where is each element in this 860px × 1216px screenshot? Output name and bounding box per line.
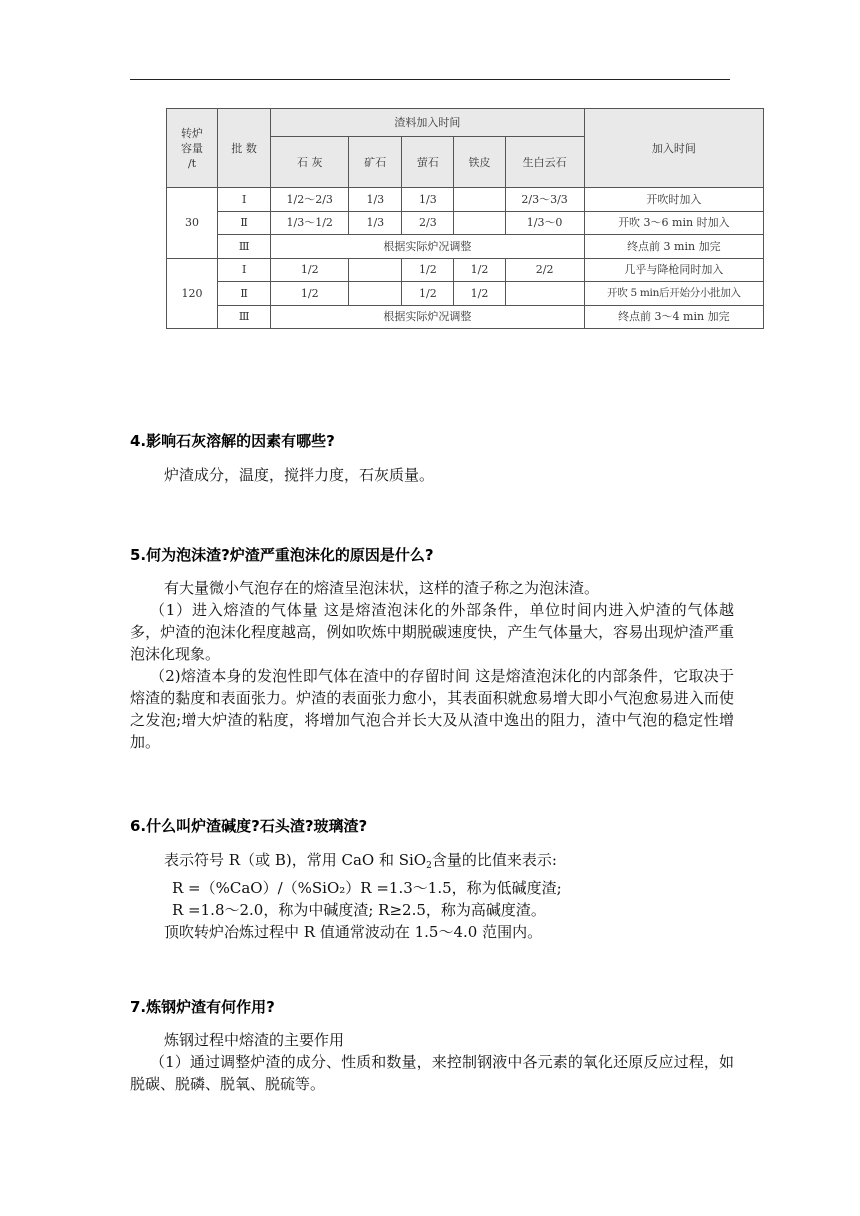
table-cell (454, 188, 505, 212)
time-cell: 开吹时加入 (584, 188, 763, 212)
question-7-title: 7.炼钢炉渣有何作用? (130, 998, 275, 1016)
table-cell: 1/2 (454, 258, 505, 282)
table-cell: 1/2 (454, 282, 505, 306)
table-cell: 1/2 (402, 282, 454, 306)
merged-cell: 根据实际炉况调整 (271, 305, 585, 329)
table-cell: 1/3 (402, 188, 454, 212)
header-rule (130, 79, 730, 80)
question-7-answer (130, 1029, 750, 1095)
table-cell: 1/2～2/3 (271, 188, 349, 212)
time-cell: 几乎与降枪同时加入 (584, 258, 763, 282)
answer-line: 顶吹转炉冶炼过程中 R 值通常波动在 1.5～4.0 范围内。 (164, 923, 543, 941)
batch-cell: Ⅲ (218, 305, 271, 329)
table-cell: 1/3 (349, 211, 402, 235)
slag-feeding-table (166, 108, 764, 329)
time-cell: 终点前 3 min 加完 (584, 235, 763, 259)
header-scale: 铁皮 (454, 137, 505, 188)
header-material-group: 渣料加入时间 (271, 109, 585, 137)
merged-cell: 根据实际炉况调整 (271, 235, 585, 259)
header-time: 加入时间 (584, 109, 763, 188)
question-4-title: 4.影响石灰溶解的因素有哪些? (130, 432, 335, 450)
header-batch: 批 数 (218, 109, 271, 188)
answer-paragraph: 有大量微小气泡存在的熔渣呈泡沫状，这样的渣子称之为泡沫渣。 (164, 579, 600, 597)
table-cell: 1/3～1/2 (271, 211, 349, 235)
table-cell (454, 211, 505, 235)
header-dolomite: 生白云石 (505, 137, 584, 188)
batch-cell: Ⅱ (218, 282, 271, 306)
table-cell: 2/3 (402, 211, 454, 235)
batch-cell: Ⅲ (218, 235, 271, 259)
table-cell (505, 282, 584, 306)
batch-cell: Ⅰ (218, 188, 271, 212)
capacity-cell: 120 (167, 258, 218, 329)
answer-paragraph: （2)熔渣本身的发泡性即气体在渣中的存留时间 这是熔渣泡沫化的内部条件，它取决于熔渣的黏度和表面张力。炉渣的表面张力愈小，其表面积就愈易增大即小气泡愈易进入而使之发泡;增大炉渣的粘度，将增加气泡合并长大及从渣中逸出的阻力，渣中气泡的稳定性增加。 (130, 667, 734, 751)
capacity-cell: 30 (167, 188, 218, 259)
answer-line: R =（%CaO）/（%SiO₂）R =1.3～1.5，称为低碱度渣; (172, 879, 562, 897)
time-cell: 开吹 5 min后开始分小批加入 (584, 282, 763, 306)
table-cell: 1/3～0 (505, 211, 584, 235)
time-cell: 开吹 3～6 min 时加入 (584, 211, 763, 235)
question-6-answer (130, 849, 734, 943)
header-capacity: 转炉 容量 /t (167, 109, 218, 188)
table-cell: 1/2 (271, 282, 349, 306)
answer-paragraph: （1）进入熔渣的气体量 这是熔渣泡沫化的外部条件，单位时间内进入炉渣的气体越多，炉渣的泡沫化程度越高，例如吹炼中期脱碳速度快，产生气体量大，容易出现炉渣严重泡沫化现象。 (130, 601, 734, 663)
table-cell: 1/2 (271, 258, 349, 282)
answer-line: R =1.8～2.0，称为中碱度渣; R≥2.5，称为高碱度渣。 (172, 901, 546, 919)
batch-cell: Ⅱ (218, 211, 271, 235)
answer-line: 炉渣成分，温度，搅拌力度，石灰质量。 (164, 466, 435, 484)
answer-paragraph: （1）通过调整炉渣的成分、性质和数量，来控制钢液中各元素的氧化还原反应过程，如 脱碳、脱磷、脱氧、脱硫等。 (130, 1053, 750, 1093)
header-lime: 石 灰 (271, 137, 349, 188)
table-cell: 2/3～3/3 (505, 188, 584, 212)
header-fluorite: 萤石 (402, 137, 454, 188)
answer-line: 炼钢过程中熔渣的主要作用 (164, 1031, 345, 1049)
table-cell: 1/3 (349, 188, 402, 212)
table-cell: 1/2 (402, 258, 454, 282)
question-4-answer (130, 464, 734, 486)
question-6-title: 6.什么叫炉渣碱度?石头渣?玻璃渣? (130, 817, 368, 835)
question-5-answer (130, 577, 734, 753)
table-cell (349, 258, 402, 282)
table-cell (349, 282, 402, 306)
time-cell: 终点前 3～4 min 加完 (584, 305, 763, 329)
table-cell: 2/2 (505, 258, 584, 282)
question-5-title: 5.何为泡沫渣?炉渣严重泡沫化的原因是什么? (130, 546, 434, 564)
header-ore: 矿石 (349, 137, 402, 188)
answer-line: 表示符号 R（或 B)，常用 CaO 和 SiO$_2$含量的比值来表示: (164, 851, 557, 871)
batch-cell: Ⅰ (218, 258, 271, 282)
